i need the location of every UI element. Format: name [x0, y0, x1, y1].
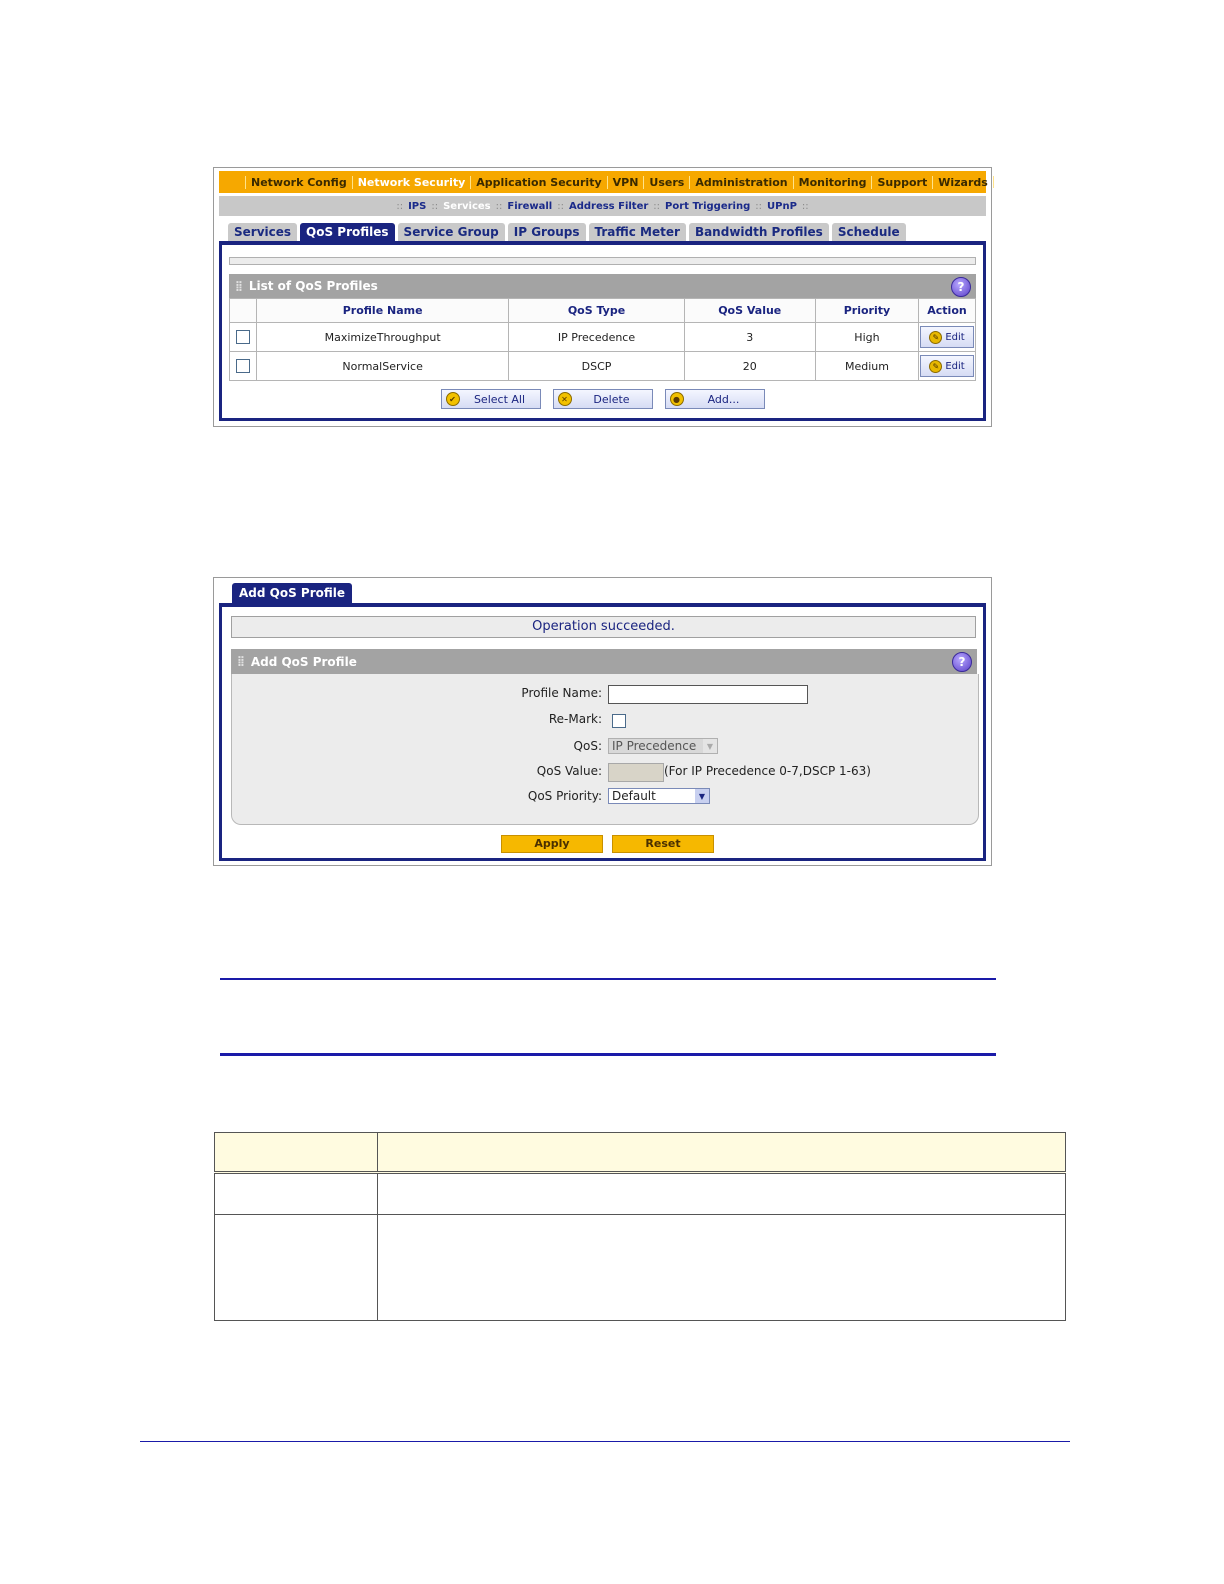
tab-services[interactable]: Services	[228, 223, 297, 241]
section-header	[231, 649, 977, 674]
section-title: List of QoS Profiles	[248, 279, 378, 293]
qos-priority-selected: Default	[612, 789, 656, 803]
tab-traffic-meter[interactable]: Traffic Meter	[589, 223, 686, 241]
cell-profile-name: MaximizeThroughput	[256, 323, 509, 352]
check-icon: ✔	[446, 392, 460, 406]
grip-icon: ⣿	[237, 656, 244, 667]
reset-button[interactable]: Reset	[612, 835, 714, 853]
qos-profiles-panel	[219, 241, 986, 421]
table-row	[215, 1173, 1066, 1215]
tab-bar	[228, 223, 909, 241]
add-icon: ●	[670, 392, 684, 406]
column-header-qos-value: QoS Value	[684, 299, 815, 323]
delete-icon: ✕	[558, 392, 572, 406]
delete-button[interactable]	[553, 389, 653, 409]
dropdown-arrow-icon: ▼	[695, 789, 709, 803]
footer-rule	[140, 1441, 1070, 1442]
table-row	[230, 352, 976, 381]
nav-wizards[interactable]: Wizards	[932, 176, 993, 189]
nav-support[interactable]: Support	[871, 176, 932, 189]
table-action-buttons	[222, 389, 983, 409]
qos-label: QoS:	[573, 739, 602, 753]
qos-priority-label: QoS Priority:	[527, 789, 602, 803]
section-header	[229, 274, 976, 298]
note-rule-bottom	[220, 1053, 996, 1056]
nav-application-security[interactable]: Application Security	[470, 176, 606, 189]
remark-label: Re-Mark:	[548, 712, 602, 726]
tab-service-group[interactable]: Service Group	[398, 223, 505, 241]
help-icon[interactable]: ?	[952, 652, 972, 672]
status-message: Operation succeeded.	[231, 616, 976, 638]
cell-priority: High	[815, 323, 918, 352]
subnav-port-triggering[interactable]: Port Triggering	[665, 200, 751, 212]
tab-schedule[interactable]: Schedule	[832, 223, 906, 241]
profile-name-input[interactable]	[608, 685, 808, 704]
qos-value-hint: (For IP Precedence 0-7,DSCP 1-63)	[664, 764, 871, 778]
column-header-priority: Priority	[815, 299, 918, 323]
qos-profiles-screenshot	[213, 167, 992, 427]
subnav-ips[interactable]: IPS	[408, 200, 427, 212]
table-header-row	[215, 1133, 1066, 1173]
nav-users[interactable]: Users	[643, 176, 689, 189]
tab-add-qos-profile[interactable]: Add QoS Profile	[232, 583, 352, 603]
apply-button[interactable]: Apply	[501, 835, 603, 853]
qos-row	[232, 738, 978, 756]
table-row	[215, 1215, 1066, 1321]
edit-button[interactable]	[920, 326, 974, 348]
nav-network-config[interactable]: Network Config	[245, 176, 352, 189]
add-qos-profile-screenshot	[213, 577, 992, 866]
add-button[interactable]	[665, 389, 765, 409]
sub-nav: :: IPS :: Services :: Firewall :: Address Filter :: Port Triggering :: UPnP ::	[219, 196, 986, 216]
delete-label: Delete	[593, 392, 630, 406]
column-header-profile-name: Profile Name	[256, 299, 509, 323]
qos-value-label: QoS Value:	[536, 764, 602, 778]
column-header-action: Action	[919, 299, 976, 323]
qos-value-input[interactable]	[608, 763, 664, 782]
nav-vpn[interactable]: VPN	[607, 176, 644, 189]
qos-type-selected: IP Precedence	[612, 739, 697, 753]
select-column-header	[230, 299, 257, 323]
table-row	[230, 323, 976, 352]
subnav-upnp[interactable]: UPnP	[767, 200, 797, 212]
row-checkbox[interactable]	[236, 330, 250, 344]
note-rule-top	[220, 978, 996, 980]
edit-label: Edit	[945, 331, 965, 343]
cell-profile-name: NormalService	[256, 352, 509, 381]
qos-priority-select[interactable]	[608, 788, 710, 804]
subnav-services[interactable]: Services	[443, 200, 491, 212]
tab-bandwidth-profiles[interactable]: Bandwidth Profiles	[689, 223, 829, 241]
help-icon[interactable]: ?	[951, 277, 971, 297]
table-header-row	[230, 299, 976, 323]
settings-table	[214, 1132, 1066, 1321]
edit-label: Edit	[945, 360, 965, 372]
qos-profiles-table	[229, 298, 976, 381]
add-label: Add...	[707, 392, 740, 406]
nav-monitoring[interactable]: Monitoring	[793, 176, 872, 189]
tab-ip-groups[interactable]: IP Groups	[508, 223, 586, 241]
subnav-address-filter[interactable]: Address Filter	[568, 200, 649, 212]
qos-value-row	[232, 763, 978, 781]
profile-name-row	[232, 685, 978, 703]
edit-icon: ✎	[929, 331, 942, 344]
subnav-firewall[interactable]: Firewall	[507, 200, 553, 212]
tab-qos-profiles[interactable]: QoS Profiles	[300, 223, 395, 241]
cell-qos-value: 3	[684, 323, 815, 352]
nav-network-security[interactable]: Network Security	[352, 176, 471, 189]
select-all-label: Select All	[473, 392, 526, 406]
remark-row	[232, 711, 978, 729]
profile-name-label: Profile Name:	[521, 686, 602, 700]
message-bar	[229, 257, 976, 265]
cell-qos-type: DSCP	[509, 352, 684, 381]
qos-priority-row	[232, 788, 978, 806]
dropdown-arrow-icon: ▼	[703, 739, 717, 753]
remark-checkbox[interactable]	[612, 714, 626, 728]
add-qos-form	[231, 674, 979, 825]
add-qos-profile-panel	[219, 603, 986, 861]
edit-icon: ✎	[929, 360, 942, 373]
cell-qos-value: 20	[684, 352, 815, 381]
grip-icon: ⣿	[235, 280, 242, 292]
cell-priority: Medium	[815, 352, 918, 381]
edit-button[interactable]	[920, 355, 974, 377]
column-header-qos-type: QoS Type	[509, 299, 684, 323]
cell-qos-type: IP Precedence	[509, 323, 684, 352]
top-nav	[219, 171, 986, 193]
nav-administration[interactable]: Administration	[689, 176, 792, 189]
section-title: Add QoS Profile	[250, 654, 357, 669]
qos-type-select[interactable]	[608, 738, 718, 754]
nav-separator	[993, 176, 994, 188]
row-checkbox[interactable]	[236, 359, 250, 373]
select-all-button[interactable]	[441, 389, 541, 409]
